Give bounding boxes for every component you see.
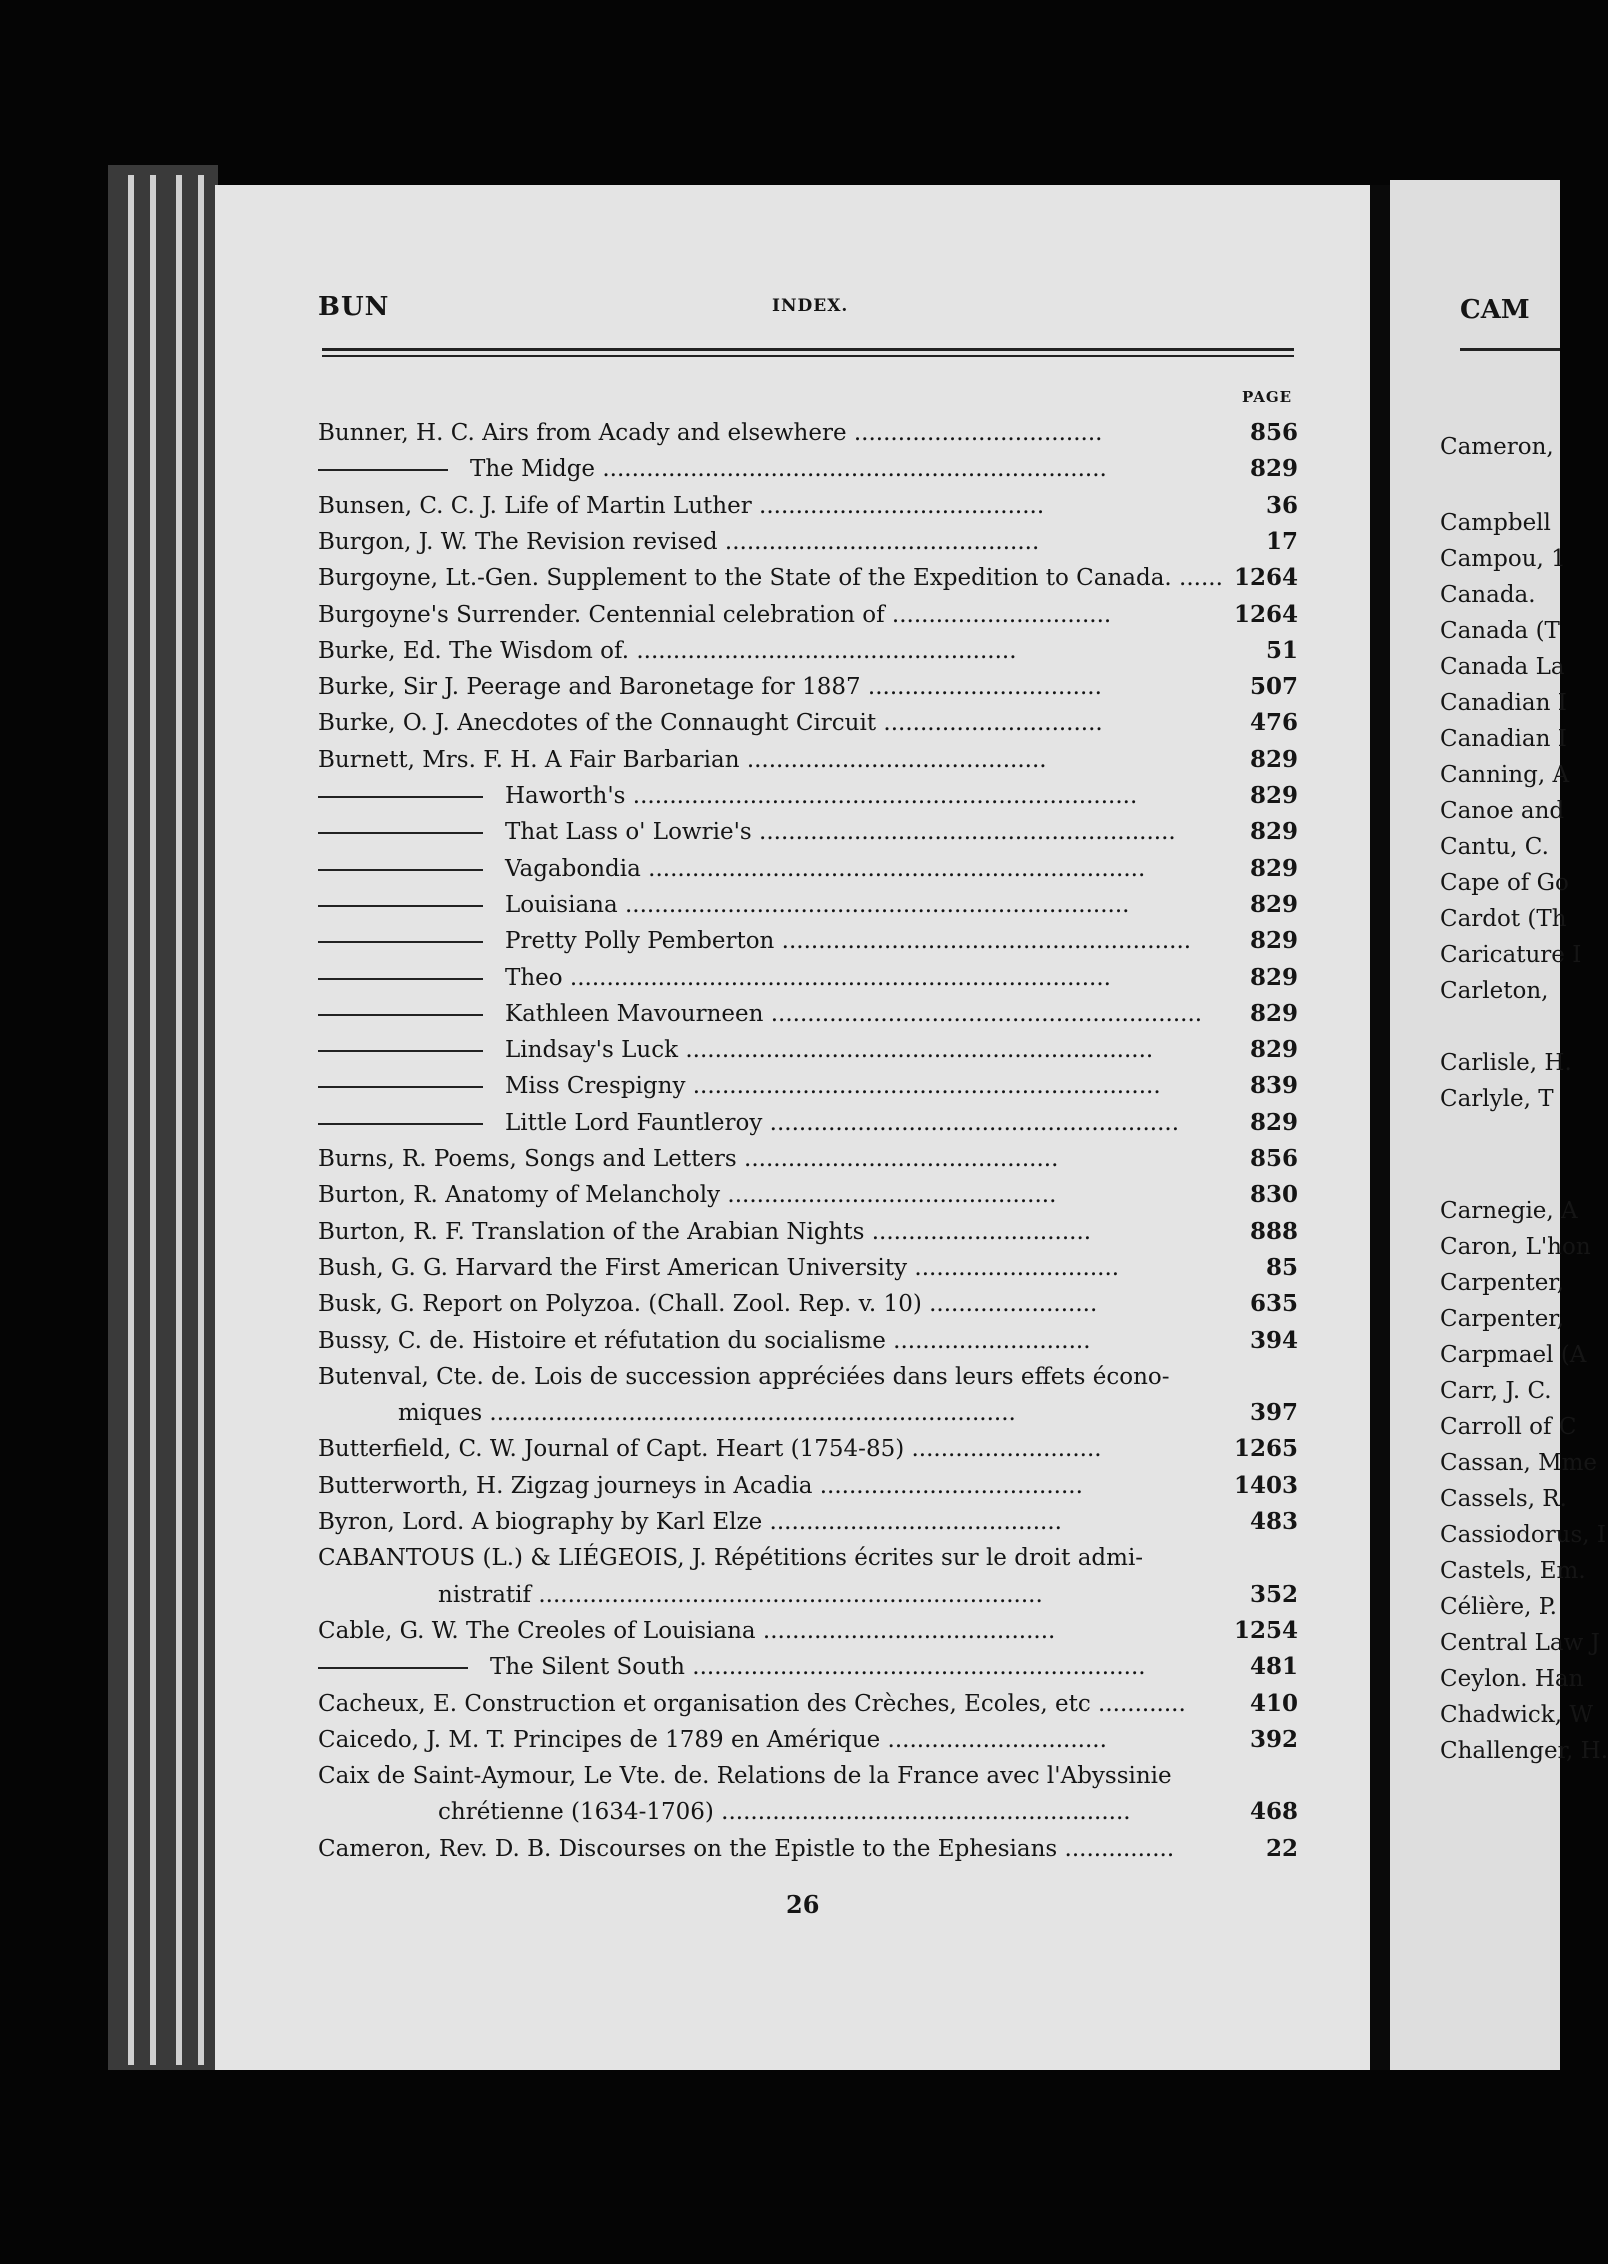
- entry-text: Byron, Lord. A biography by Karl Elze ........................................: [318, 1509, 1062, 1535]
- entry-page-number: 352: [1249, 1580, 1298, 1608]
- adjacent-entry: Carleton,: [1440, 978, 1549, 1004]
- adjacent-entry: Cassiodorus, I: [1440, 1522, 1607, 1548]
- entry-page-number: 468: [1249, 1798, 1298, 1826]
- adjacent-entry: Carroll of C: [1440, 1414, 1577, 1440]
- running-head-center: INDEX.: [772, 296, 849, 316]
- entry-page-number: 829: [1249, 999, 1298, 1027]
- adjacent-entry: Chadwick, W: [1440, 1702, 1593, 1728]
- entry-text: Theo ..........................................................................: [318, 963, 1208, 993]
- entry-text: Butterfield, C. W. Journal of Capt. Heart (1754-85) ..........................: [318, 1436, 1102, 1463]
- entry-text: Cable, G. W. The Creoles of Louisiana ........................................: [318, 1617, 1056, 1644]
- entry-page-number: 394: [1249, 1326, 1298, 1354]
- adjacent-entry: Canadian I: [1440, 726, 1567, 752]
- entry-page-number: 22: [1265, 1834, 1298, 1862]
- entry-page-number: 483: [1249, 1508, 1298, 1535]
- entry-page-number: 829: [1249, 1036, 1298, 1064]
- entry-page-number: 410: [1249, 1689, 1298, 1717]
- adjacent-entry: Carnegie, A: [1440, 1198, 1578, 1224]
- entry-text: Cameron, Rev. D. B. Discourses on the Epistle to the Ephesians ...............: [318, 1835, 1175, 1862]
- adjacent-entry: Carpenter,: [1440, 1306, 1565, 1332]
- adjacent-header-rule: [1460, 348, 1560, 351]
- entry-text: CABANTOUS (L.) & LIÉGEOIS, J. Répétitions écrites sur le droit admi-: [318, 1545, 1144, 1572]
- ditto-dash: [318, 978, 483, 980]
- header-rule: [322, 348, 1294, 351]
- entry-page-number: 829: [1249, 818, 1298, 846]
- entry-text: Pretty Polly Pemberton ........................................................: [318, 926, 1208, 956]
- adjacent-entry: Célière, P.: [1440, 1594, 1557, 1620]
- adjacent-entry: Castels, Em.: [1440, 1558, 1586, 1584]
- entry-page-number: 17: [1265, 527, 1298, 555]
- ditto-dash: [318, 469, 448, 471]
- ditto-dash: [318, 832, 483, 834]
- page-gutter: [1370, 185, 1390, 2070]
- entry-page-number: 829: [1249, 455, 1298, 483]
- adjacent-entry: Cantu, C.: [1440, 834, 1549, 860]
- adjacent-entry: Canadian I: [1440, 690, 1567, 716]
- ditto-dash: [318, 1667, 468, 1669]
- entry-text: Burnett, Mrs. F. H. A Fair Barbarian .........................................: [318, 746, 1047, 773]
- entry-text: Burgoyne's Surrender. Centennial celebration of ..............................: [318, 601, 1112, 628]
- entry-page-number: 392: [1249, 1725, 1298, 1753]
- adjacent-entry: Campbell: [1440, 510, 1551, 536]
- entry-page-number: 829: [1249, 963, 1298, 991]
- ditto-dash: [318, 1123, 483, 1125]
- entry-text: That Lass o' Lowrie's .........................................................: [318, 817, 1208, 847]
- entry-text: Haworth's .....................................................................: [318, 781, 1208, 811]
- adjacent-entry: Carpmael (A: [1440, 1342, 1587, 1368]
- entry-text: Bunsen, C. C. J. Life of Martin Luther .......................................: [318, 492, 1045, 519]
- adjacent-entry: Carr, J. C.: [1440, 1378, 1552, 1404]
- entry-page-number: 476: [1249, 709, 1298, 737]
- ditto-dash: [318, 905, 483, 907]
- entry-text: Vagabondia ....................................................................: [318, 854, 1208, 884]
- ditto-dash: [318, 796, 483, 798]
- entry-page-number: 1265: [1233, 1435, 1298, 1463]
- entry-text: Bunner, H. C. Airs from Acady and elsewhere ..................................: [318, 420, 1103, 446]
- spine-edge-line: [198, 175, 204, 2065]
- entry-page-number: 481: [1249, 1653, 1298, 1681]
- entry-page-number: 829: [1249, 1108, 1298, 1136]
- entry-text: Caicedo, J. M. T. Principes de 1789 en Amérique ..............................: [318, 1726, 1107, 1753]
- entry-text: Caix de Saint-Aymour, Le Vte. de. Relations de la France avec l'Abyssinie: [318, 1763, 1172, 1790]
- entry-text: Miss Crespigny ................................................................: [318, 1071, 1208, 1101]
- entry-text: Bush, G. G. Harvard the First American University ............................: [318, 1254, 1120, 1281]
- adjacent-entry: Central Law J: [1440, 1630, 1600, 1656]
- adjacent-entry: Cape of Go: [1440, 870, 1569, 896]
- header-rule: [322, 355, 1294, 357]
- adjacent-page: [1390, 180, 1560, 2070]
- spine-edge-line: [176, 175, 182, 2065]
- entry-text: Butenval, Cte. de. Lois de succession appréciées dans leurs effets écono-: [318, 1363, 1170, 1390]
- entry-text: nistratif .....................................................................: [438, 1581, 1043, 1608]
- ditto-dash: [318, 1086, 483, 1088]
- ditto-dash: [318, 941, 483, 943]
- entry-text: Louisiana .....................................................................: [318, 890, 1208, 920]
- entry-text: Lindsay's Luck ................................................................: [318, 1035, 1208, 1065]
- entry-page-number: 397: [1249, 1399, 1298, 1427]
- adjacent-entry: Cameron,: [1440, 434, 1554, 460]
- adjacent-entry: Cardot (Th: [1440, 906, 1567, 932]
- page-number: 26: [786, 1890, 820, 1919]
- entry-text: Butterworth, H. Zigzag journeys in Acadia ....................................: [318, 1472, 1083, 1499]
- entry-page-number: 856: [1249, 419, 1298, 446]
- entry-page-number: 1403: [1233, 1471, 1298, 1499]
- entry-text: Little Lord Fauntleroy ........................................................: [318, 1108, 1208, 1138]
- entry-text: miques ........................................................................: [398, 1400, 1016, 1427]
- entry-text: Burton, R. F. Translation of the Arabian Nights ..............................: [318, 1218, 1092, 1245]
- adjacent-entry: Caricature I: [1440, 942, 1582, 968]
- adjacent-running-head: CAM: [1460, 295, 1530, 325]
- adjacent-entry: Caron, L'hon: [1440, 1234, 1591, 1260]
- spine-edge-line: [150, 175, 156, 2065]
- entry-text: chrétienne (1634-1706) ........................................................: [438, 1799, 1131, 1826]
- adjacent-entry: Ceylon. Han: [1440, 1666, 1584, 1692]
- adjacent-entry: Cassan, Mme: [1440, 1450, 1598, 1476]
- entry-page-number: 1264: [1233, 564, 1298, 592]
- running-head-left: BUN: [318, 292, 390, 322]
- entry-text: Burgon, J. W. The Revision revised ...........................................: [318, 528, 1040, 555]
- adjacent-entry: Canoe and: [1440, 798, 1565, 824]
- entry-text: Burgoyne, Lt.-Gen. Supplement to the State of the Expedition to Canada. ......: [318, 565, 1223, 592]
- entry-text: The Midge .....................................................................: [318, 454, 1208, 484]
- adjacent-entry: Carlisle, H.: [1440, 1050, 1572, 1076]
- entry-page-number: 85: [1265, 1253, 1298, 1281]
- entry-text: Burke, O. J. Anecdotes of the Connaught Circuit ..............................: [318, 710, 1103, 737]
- entry-page-number: 829: [1249, 745, 1298, 773]
- entry-page-number: 829: [1249, 927, 1298, 955]
- entry-text: Burton, R. Anatomy of Melancholy .............................................: [318, 1182, 1057, 1209]
- adjacent-entry: Campou, 1: [1440, 546, 1566, 572]
- entry-page-number: 51: [1265, 636, 1298, 664]
- ditto-dash: [318, 1014, 483, 1016]
- entry-page-number: 635: [1249, 1290, 1298, 1318]
- adjacent-entry: Cassels, R.: [1440, 1486, 1567, 1512]
- entry-page-number: 856: [1249, 1145, 1298, 1172]
- entry-page-number: 1254: [1233, 1616, 1298, 1644]
- entry-text: Bussy, C. de. Histoire et réfutation du socialisme ...........................: [318, 1327, 1091, 1354]
- adjacent-entry: Carpenter,: [1440, 1270, 1565, 1296]
- adjacent-entry: Canada La: [1440, 654, 1565, 680]
- entry-text: Burns, R. Poems, Songs and Letters ...........................................: [318, 1146, 1059, 1172]
- entry-text: Busk, G. Report on Polyzoa. (Chall. Zool. Rep. v. 10) .......................: [318, 1291, 1098, 1318]
- ditto-dash: [318, 869, 483, 871]
- entry-page-number: 507: [1249, 673, 1298, 701]
- entry-text: The Silent South ..............................................................: [318, 1652, 1208, 1682]
- entry-page-number: 830: [1249, 1181, 1298, 1209]
- entry-page-number: 36: [1265, 491, 1298, 519]
- entry-page-number: 829: [1249, 890, 1298, 918]
- entry-text: Cacheux, E. Construction et organisation des Crèches, Ecoles, etc ............: [318, 1690, 1186, 1717]
- page-column-label: PAGE: [1242, 388, 1293, 406]
- entry-text: Burke, Ed. The Wisdom of. ....................................................: [318, 637, 1017, 664]
- adjacent-entry: Challenger, H.: [1440, 1738, 1608, 1764]
- adjacent-entry: Canada.: [1440, 582, 1536, 608]
- spine-edge-line: [128, 175, 134, 2065]
- entry-text: Burke, Sir J. Peerage and Baronetage for 1887 ................................: [318, 674, 1102, 701]
- adjacent-entry: Canada (T: [1440, 618, 1560, 644]
- entry-page-number: 1264: [1233, 600, 1298, 628]
- entry-text: Kathleen Mavourneen ...........................................................: [318, 999, 1208, 1029]
- adjacent-entry: Canning, A: [1440, 762, 1570, 788]
- entry-page-number: 829: [1249, 782, 1298, 809]
- entry-page-number: 888: [1249, 1217, 1298, 1245]
- ditto-dash: [318, 1050, 483, 1052]
- entry-page-number: 839: [1249, 1072, 1298, 1100]
- entry-page-number: 829: [1249, 854, 1298, 882]
- adjacent-entry: Carlyle, T: [1440, 1086, 1554, 1112]
